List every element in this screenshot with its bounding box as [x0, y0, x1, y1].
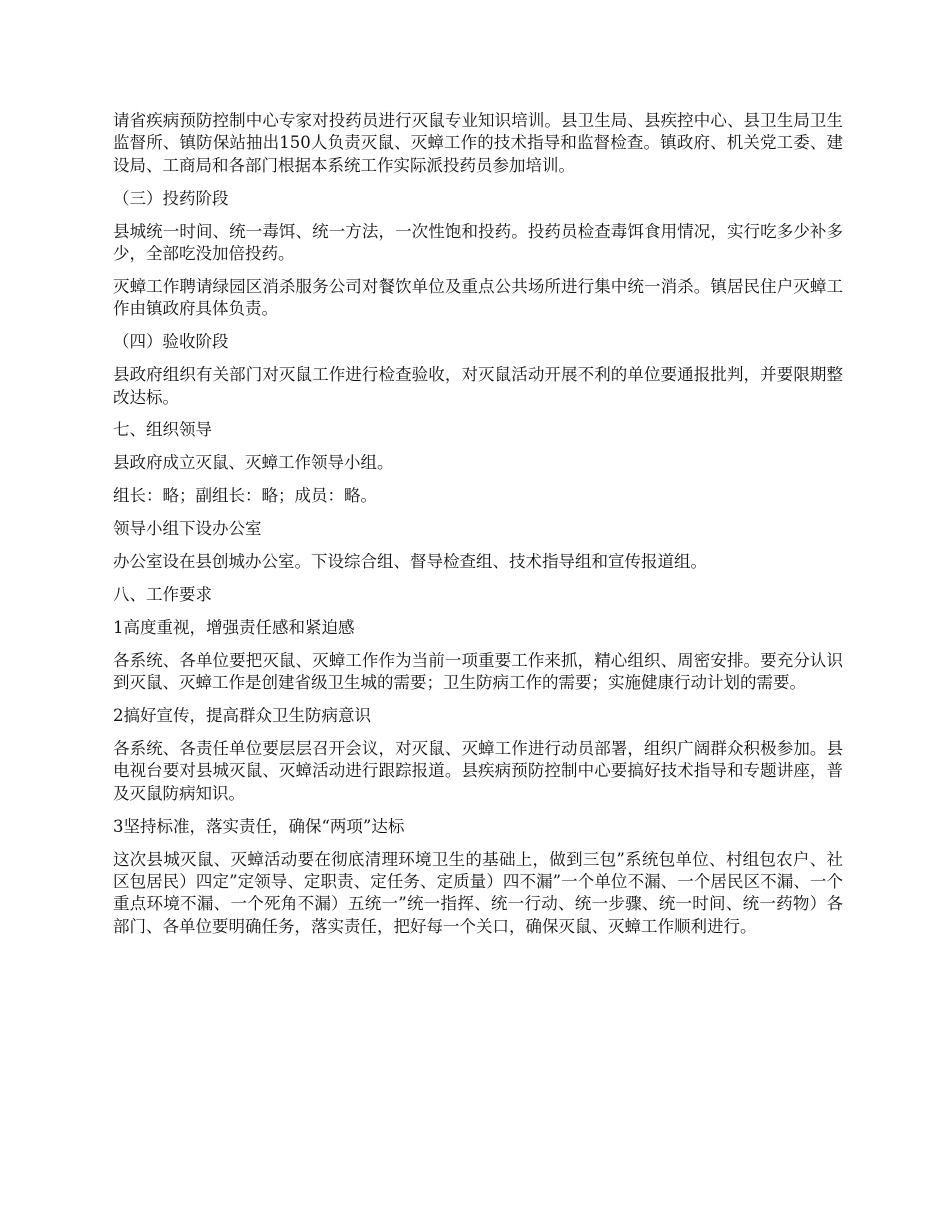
heading-organization: 七、组织领导: [113, 420, 212, 440]
paragraph-training: 请省疾病预防控制中心专家对投药员进行灭鼠专业知识培训。县卫生局、县疾控中心、县卫生局卫生监督所、镇防保站抽出150人负责灭鼠、灭蟑工作的技术指导和监督检查。镇政府、机关党工委、建设局、工商局和各部门根据本系统工作实际派投药员参加培训。: [113, 111, 843, 175]
paragraph-dosing-method: 县城统一时间、统一毒饵、统一方法，一次性饱和投药。投药员检查毒饵食用情况，实行吃多少补多少，全部吃没加倍投药。: [113, 221, 843, 264]
subheading-requirement-3: 3坚持标准，落实责任，确保“两项”达标: [113, 816, 405, 836]
paragraph-acceptance: 县政府组织有关部门对灭鼠工作进行检查验收，对灭鼠活动开展不利的单位要通报批判，并要限期整改达标。: [113, 365, 843, 407]
subheading-requirement-1: 1高度重视，增强责任感和紧迫感: [113, 617, 355, 637]
paragraph-leading-group: 县政府成立灭鼠、灭蟑工作领导小组。: [113, 453, 394, 473]
paragraph-cockroach-control: 灭蟑工作聘请绿园区消杀服务公司对餐饮单位及重点公共场所进行集中统一消杀。镇居民住户灭蟑工作由镇政府具体负责。: [113, 276, 843, 319]
paragraph-office-setup: 领导小组下设办公室: [113, 519, 262, 539]
heading-work-requirements: 八、工作要求: [113, 585, 212, 604]
heading-dosing-stage: （三）投药阶段: [113, 188, 229, 208]
paragraph-requirement-1: 各系统、各单位要把灭鼠、灭蟑工作作为当前一项重要工作来抓，精心组织、周密安排。要充分认识到灭鼠、灭蟑工作是创建省级卫生城的需要；卫生防病工作的需要；实施健康行动计划的需要。: [113, 650, 843, 693]
paragraph-group-members: 组长：略；副组长：略；成员：略。: [113, 486, 377, 506]
document-body: [113, 110, 843, 949]
paragraph-office-location: 办公室设在县创城办公室。下设综合组、督导检查组、技术指导组和宣传报道组。: [113, 552, 707, 572]
subheading-requirement-2: 2搞好宣传，提高群众卫生防病意识: [113, 706, 371, 726]
paragraph-requirement-2: 各系统、各责任单位要层层召开会议，对灭鼠、灭蟑工作进行动员部署，组织广阔群众积极参加。县电视台要对县城灭鼠、灭蟑活动进行跟踪报道。县疾病预防控制中心要搞好技术指导和专题讲座，普及灭鼠防病知识。: [113, 739, 843, 803]
heading-acceptance-stage: （四）验收阶段: [113, 332, 229, 352]
paragraph-requirement-3: 这次县城灭鼠、灭蟑活动要在彻底清理环境卫生的基础上，做到三包”系统包单位、村组包农户、社区包居民）四定”定领导、定职责、定任务、定质量）四不漏”一个单位不漏、一个居民区不漏、一个重点环境不漏、一个死角不漏）五统一”统一指挥、统一行动、统一步骤、统一时间、统一药物）各部门、各单位要明确任务，落实责任，把好每一个关口，确保灭鼠、灭蟑工作顺利进行。: [113, 849, 843, 936]
